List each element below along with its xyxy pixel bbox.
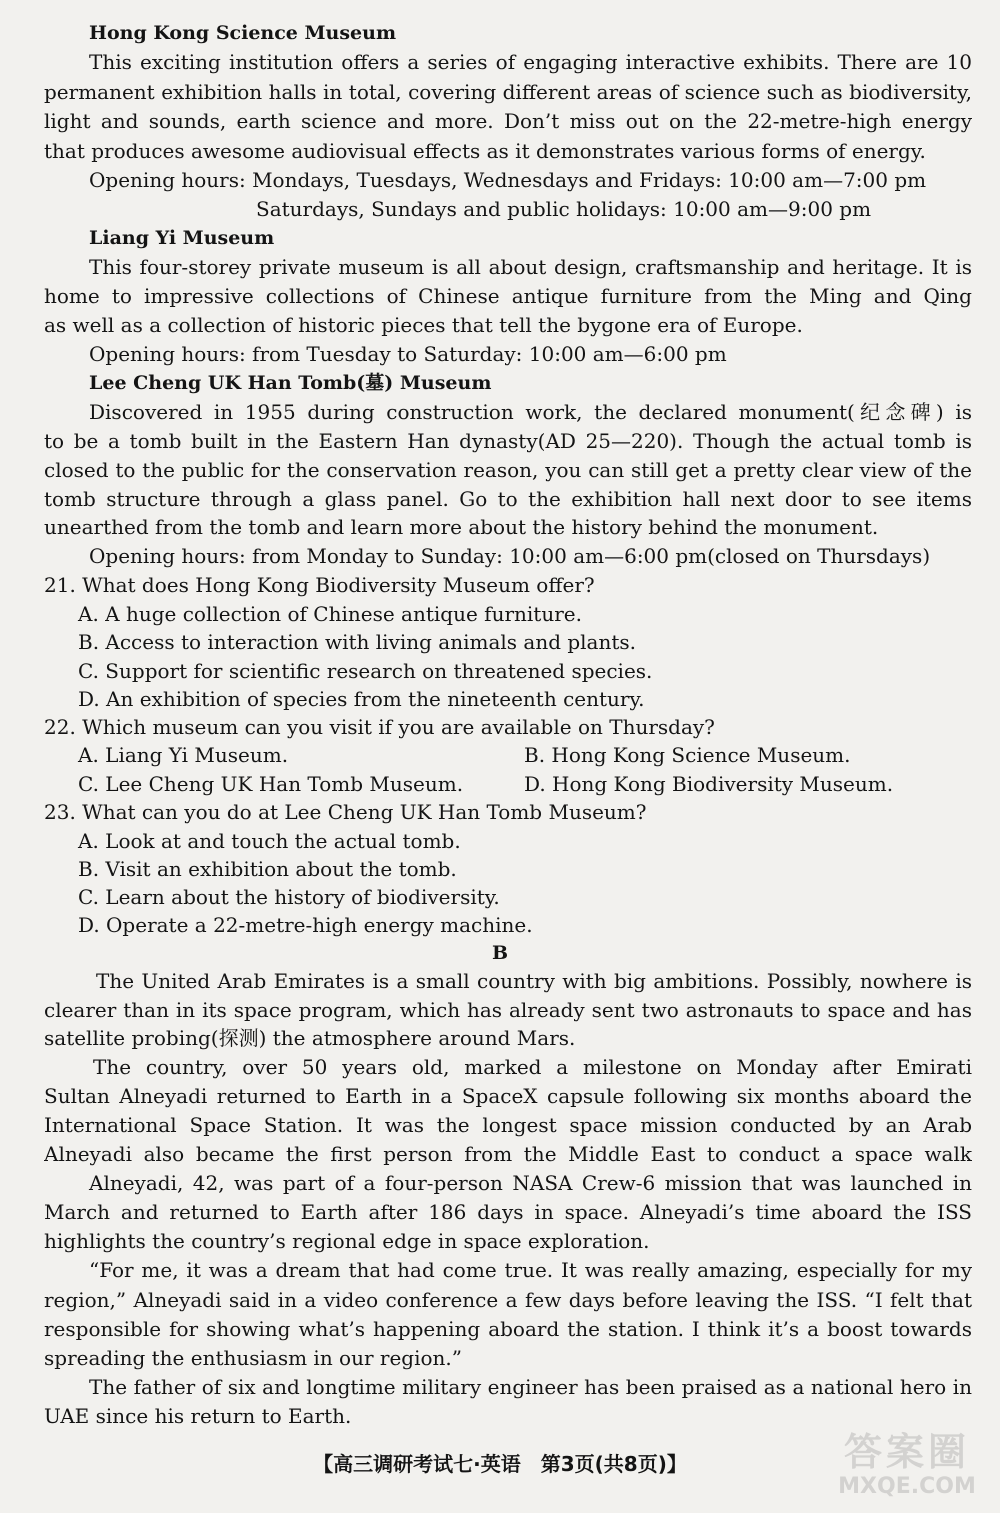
paragraph-line: International Space Station. It was the longest space mission conducted by an Arab [44, 1113, 972, 1137]
question-stem: 21. What does Hong Kong Biodiversity Museum offer? [44, 573, 595, 597]
paragraph-line: region,” Alneyadi said in a video conference a few days before leaving the ISS. “I felt that [44, 1288, 972, 1312]
paragraph-line: “For me, it was a dream that had come true. It was really amazing, especially for my [89, 1258, 972, 1282]
answer-option: C. Lee Cheng UK Han Tomb Museum. [78, 772, 464, 796]
question-stem: 23. What can you do at Lee Cheng UK Han Tomb Museum? [44, 800, 647, 824]
opening-hours: Opening hours: Mondays, Tuesdays, Wednesdays and Fridays: 10:00 am—7:00 pm [89, 168, 927, 192]
answer-option: D. Hong Kong Biodiversity Museum. [524, 772, 894, 796]
paragraph-line: home to impressive collections of Chinese antique furniture from the Ming and Qing [44, 284, 972, 308]
paragraph-line: unearthed from the tomb and learn more about the history behind the monument. [44, 515, 879, 539]
opening-hours: Opening hours: from Tuesday to Saturday: 10:00 am—6:00 pm [89, 342, 727, 366]
page-footer: 【高三调研考试七·英语 第3页(共8页)】 [313, 1452, 687, 1476]
watermark-title: 答案圈 [843, 1430, 970, 1474]
answer-option: D. Operate a 22-metre-high energy machine. [78, 913, 533, 937]
paragraph-line: that produces awesome audiovisual effects as it demonstrates various forms of energy. [44, 139, 926, 163]
paragraph-line: highlights the country’s regional edge in space exploration. [44, 1229, 650, 1253]
paragraph-line: UAE since his return to Earth. [44, 1404, 352, 1428]
answer-option: C. Learn about the history of biodiversity. [78, 885, 500, 909]
answer-option: A. A huge collection of Chinese antique furniture. [78, 602, 582, 626]
section-label-b: B [491, 942, 509, 964]
paragraph-line: clearer than in its space program, which has already sent two astronauts to space and has [44, 998, 972, 1022]
answer-option: A. Liang Yi Museum. [78, 743, 289, 767]
paragraph-line: light and sounds, earth science and more. Don’t miss out on the 22-metre-high energy [44, 109, 972, 133]
paragraph-line: Sultan Alneyadi returned to Earth in a SpaceX capsule following six months aboard the [44, 1084, 972, 1108]
paragraph-line: Discovered in 1955 during construction work, the declared monument(纪念碑) is [89, 400, 972, 424]
paragraph-line: The father of six and longtime military engineer has been praised as a national hero in [89, 1375, 972, 1399]
paragraph-line: The United Arab Emirates is a small country with big ambitions. Possibly, nowhere is [96, 969, 972, 993]
answer-option: D. An exhibition of species from the nineteenth century. [78, 687, 645, 711]
paragraph-line: Alneyadi also became the first person from the Middle East to conduct a space walk [44, 1142, 972, 1166]
answer-option: C. Support for scientific research on threatened species. [78, 659, 653, 683]
paragraph-line: This four-storey private museum is all about design, craftsmanship and heritage. It is [89, 255, 972, 279]
paragraph-line: permanent exhibition halls in total, covering different areas of science such as biodiversity, [44, 80, 972, 104]
answer-option: B. Access to interaction with living animals and plants. [78, 630, 637, 654]
paragraph-line: March and returned to Earth after 186 days in space. Alneyadi’s time aboard the ISS [44, 1200, 972, 1224]
watermark-url: MXQE.COM [838, 1474, 976, 1499]
paragraph-line: responsible for showing what’s happening aboard the station. I think it’s a boost towards [44, 1317, 972, 1341]
museum-heading-liang-yi: Liang Yi Museum [89, 227, 275, 249]
paragraph-line: as well as a collection of historic pieces that tell the bygone era of Europe. [44, 313, 803, 337]
question-stem: 22. Which museum can you visit if you are available on Thursday? [44, 715, 715, 739]
answer-option: A. Look at and touch the actual tomb. [78, 829, 461, 853]
answer-option: B. Hong Kong Science Museum. [524, 743, 851, 767]
paragraph-line: This exciting institution offers a series of engaging interactive exhibits. There are 10 [89, 50, 972, 74]
answer-option: B. Visit an exhibition about the tomb. [78, 857, 457, 881]
museum-heading-science: Hong Kong Science Museum [89, 22, 397, 44]
paragraph-line: satellite probing(探测) the atmosphere around Mars. [44, 1026, 576, 1050]
opening-hours: Opening hours: from Monday to Sunday: 10:00 am—6:00 pm(closed on Thursdays) [89, 544, 931, 568]
watermark-logo [822, 1430, 992, 1506]
paragraph-line: Alneyadi, 42, was part of a four-person NASA Crew-6 mission that was launched in [89, 1171, 972, 1195]
opening-hours: Saturdays, Sundays and public holidays: 10:00 am—9:00 pm [256, 197, 872, 221]
paragraph-line: The country, over 50 years old, marked a milestone on Monday after Emirati [93, 1055, 972, 1079]
museum-heading-han-tomb: Lee Cheng UK Han Tomb(墓) Museum [89, 372, 492, 394]
paragraph-line: closed to the public for the conservation reason, you can still get a pretty clear view of the [44, 458, 972, 482]
paragraph-line: spreading the enthusiasm in our region.” [44, 1346, 462, 1370]
paragraph-line: tomb structure through a glass panel. Go to the exhibition hall next door to see items [44, 487, 972, 511]
paragraph-line: to be a tomb built in the Eastern Han dynasty(AD 25—220). Though the actual tomb is [44, 429, 972, 453]
